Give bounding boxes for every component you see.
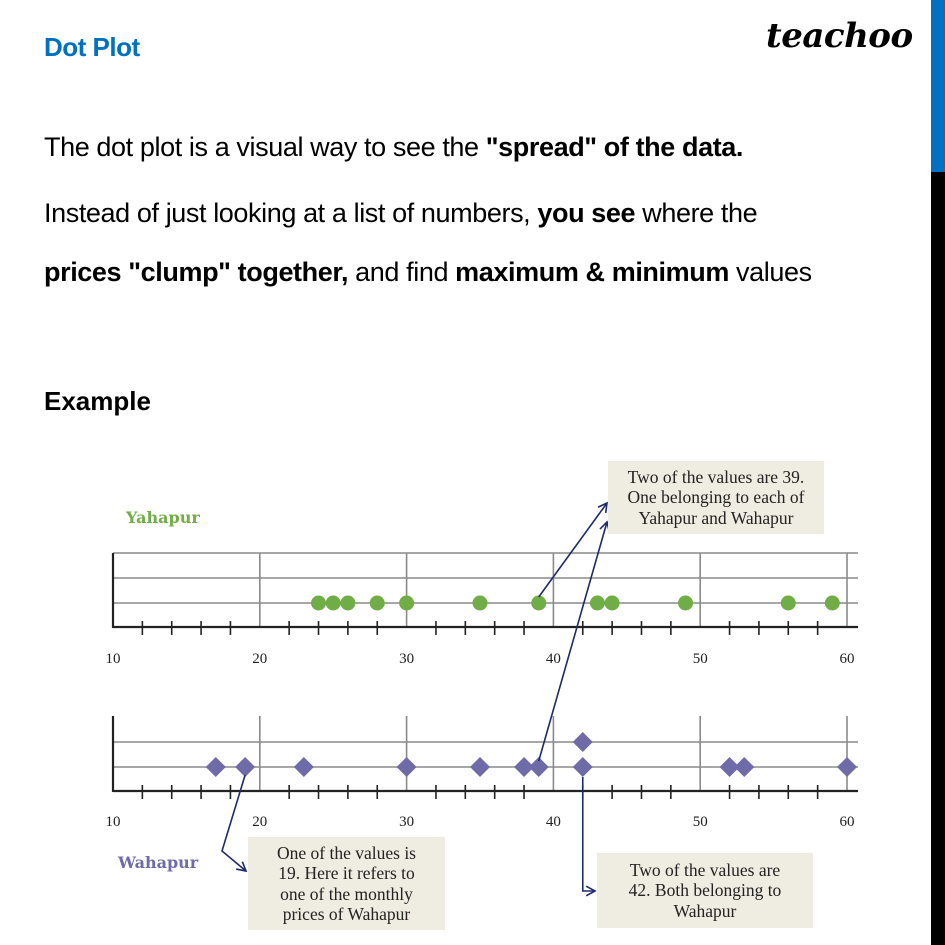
x-tick-label: 40 (545, 814, 561, 830)
data-point-dot (326, 596, 341, 611)
text: values (728, 257, 812, 287)
x-tick-label: 30 (399, 651, 415, 667)
yahapur-series-label: Yahapur (126, 508, 200, 527)
data-point-diamond (573, 732, 593, 752)
data-point-diamond (235, 757, 255, 777)
arrow-line-wahapur-42 (583, 777, 595, 891)
x-tick-label: 40 (545, 651, 561, 667)
annotation-19 (248, 837, 445, 930)
x-tick-label: 60 (839, 814, 855, 830)
text: where the (635, 198, 758, 228)
data-point-dot (340, 596, 355, 611)
annotation-39 (608, 461, 824, 534)
x-tick-label: 10 (105, 651, 121, 667)
data-point-dot (605, 596, 620, 611)
data-point-diamond (470, 757, 490, 777)
x-tick-label: 50 (692, 814, 708, 830)
teachoo-logo: teachoo (766, 16, 913, 56)
arrow-line-wahapur-19 (222, 775, 246, 871)
arrow-line-wahapur-39 (539, 522, 607, 761)
data-point-dot (590, 596, 605, 611)
data-point-dot (473, 596, 488, 611)
data-point-dot (370, 596, 385, 611)
data-point-dot (825, 596, 840, 611)
data-point-diamond (397, 757, 417, 777)
emphasis: prices "clump" together, (44, 257, 349, 287)
text: Instead of just looking at a list of numbers, (44, 198, 538, 228)
x-tick-label: 30 (399, 814, 415, 830)
data-point-diamond (573, 757, 593, 777)
example-heading: Example (44, 386, 151, 416)
x-tick-label: 20 (252, 814, 268, 830)
wahapur-series-label: Wahapur (118, 853, 199, 872)
annotation-42 (597, 853, 813, 928)
annotation-text: One of the values is 19. Here it refers to one of the monthly prices of Wahapur (277, 842, 416, 924)
emphasis: "spread" of the data. (485, 132, 743, 162)
data-point-dot (781, 596, 796, 611)
annotation-text: Two of the values are 42. Both belonging to Wahapur (628, 859, 782, 921)
emphasis: maximum & minimum (455, 257, 729, 287)
arrow-line-yahapur-39 (539, 503, 607, 597)
annotation-text: Two of the values are 39. One belonging to each of Yahapur and Wahapur (627, 466, 805, 528)
data-point-diamond (837, 757, 857, 777)
text: The dot plot is a visual way to see the (44, 132, 486, 162)
data-point-dot (678, 596, 693, 611)
data-point-dot (531, 596, 546, 611)
x-tick-label: 60 (839, 651, 855, 667)
x-tick-label: 20 (252, 651, 268, 667)
x-tick-label: 10 (105, 814, 121, 830)
data-point-diamond (734, 757, 754, 777)
data-point-diamond (206, 757, 226, 777)
data-point-dot (311, 596, 326, 611)
text: and find (348, 257, 456, 287)
emphasis: you see (537, 198, 636, 228)
data-point-dot (399, 596, 414, 611)
page-title: Dot Plot (44, 32, 140, 62)
data-point-diamond (294, 757, 314, 777)
x-tick-label: 50 (692, 651, 708, 667)
